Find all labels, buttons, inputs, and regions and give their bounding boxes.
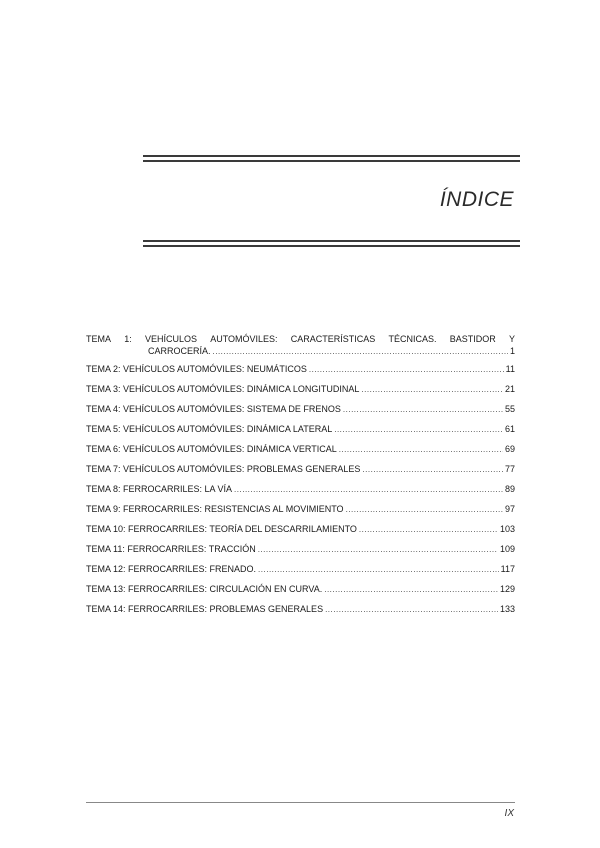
toc-entry-page: 69	[504, 444, 515, 454]
toc-entry[interactable]	[86, 403, 515, 415]
page-number: IX	[504, 808, 514, 819]
toc-leader-dots	[258, 544, 498, 556]
toc-entry-page: 117	[500, 564, 515, 574]
toc-entry-text: TEMA 5: VEHÍCULOS AUTOMÓVILES: DINÁMICA LATERAL	[86, 424, 333, 434]
toc-entry-text: TEMA 14: FERROCARRILES: PROBLEMAS GENERALES	[86, 604, 324, 614]
toc-entry-text: TEMA 13: FERROCARRILES: CIRCULACIÓN EN CURVA.	[86, 584, 323, 594]
toc-entry-text: TEMA 11: FERROCARRILES: TRACCIÓN	[86, 544, 256, 554]
toc-entry-text: TEMA 3: VEHÍCULOS AUTOMÓVILES: DINÁMICA LONGITUDINAL	[86, 384, 360, 394]
toc-leader-dots	[213, 346, 508, 358]
toc-entry[interactable]	[86, 603, 515, 615]
toc-word: TÉCNICAS.	[388, 334, 437, 344]
toc-entry-page: 1	[509, 346, 515, 356]
toc-entry-text: TEMA 6: VEHÍCULOS AUTOMÓVILES: DINÁMICA VERTICAL	[86, 444, 337, 454]
toc-entry[interactable]	[86, 583, 515, 595]
toc-entry[interactable]	[86, 463, 515, 475]
toc-entry-text: TEMA 2: VEHÍCULOS AUTOMÓVILES: NEUMÁTICOS	[86, 364, 307, 374]
toc-entry-first-line	[86, 333, 515, 345]
toc-word: TEMA	[86, 334, 112, 344]
toc-entry[interactable]	[86, 423, 515, 435]
toc-entry-text: TEMA 4: VEHÍCULOS AUTOMÓVILES: SISTEMA DE FRENOS	[86, 404, 341, 414]
bottom-rule-1	[143, 240, 520, 242]
toc-entry-text: TEMA 7: VEHÍCULOS AUTOMÓVILES: PROBLEMAS GENERALES	[86, 464, 361, 474]
toc-entry-page: 97	[504, 504, 515, 514]
toc-entry-text: TEMA 10: FERROCARRILES: TEORÍA DEL DESCARRILAMIENTO	[86, 524, 357, 534]
toc-entry[interactable]	[86, 503, 515, 515]
toc-word: BASTIDOR	[449, 334, 496, 344]
toc-entry-text: TEMA 9: FERROCARRILES: RESISTENCIAS AL MOVIMIENTO	[86, 504, 344, 514]
toc-entry-page: 133	[499, 604, 515, 614]
toc-entry-page: 61	[504, 424, 515, 434]
toc-entry[interactable]	[86, 363, 515, 375]
toc-entry-text: TEMA 8: FERROCARRILES: LA VÍA	[86, 484, 233, 494]
toc-word: Y	[508, 334, 515, 344]
toc-leader-dots	[325, 604, 498, 616]
toc-leader-dots	[346, 504, 503, 516]
toc-leader-dots	[309, 364, 504, 376]
top-rule-1	[143, 155, 520, 157]
toc-leader-dots	[334, 424, 503, 436]
toc-entry[interactable]	[86, 383, 515, 395]
toc-entry-text: CARROCERÍA.	[148, 346, 211, 356]
toc-entry-page: 103	[499, 524, 515, 534]
toc-entry-text: TEMA 12: FERROCARRILES: FRENADO.	[86, 564, 257, 574]
toc-word: CARACTERÍSTICAS	[290, 334, 376, 344]
toc-leader-dots	[343, 404, 503, 416]
toc-entry[interactable]	[86, 443, 515, 455]
footer-rule	[86, 802, 515, 803]
table-of-contents	[86, 333, 515, 623]
top-rule-2	[143, 160, 520, 162]
toc-entry[interactable]	[86, 563, 515, 575]
toc-entry-page: 77	[504, 464, 515, 474]
toc-entry-page: 89	[504, 484, 515, 494]
page-title: ÍNDICE	[439, 188, 514, 211]
toc-entry[interactable]	[86, 543, 515, 555]
toc-leader-dots	[361, 384, 503, 396]
toc-entry-continuation	[86, 345, 515, 357]
toc-entry[interactable]	[86, 333, 515, 357]
toc-entry-page: 21	[504, 384, 515, 394]
toc-leader-dots	[362, 464, 503, 476]
toc-entry-page: 11	[505, 364, 515, 374]
toc-word: 1:	[124, 334, 132, 344]
toc-leader-dots	[359, 524, 498, 536]
toc-word: AUTOMÓVILES:	[210, 334, 278, 344]
toc-word: VEHÍCULOS	[144, 334, 197, 344]
toc-entry[interactable]	[86, 523, 515, 535]
toc-entry[interactable]	[86, 483, 515, 495]
toc-leader-dots	[234, 484, 503, 496]
toc-entry-page: 109	[499, 544, 515, 554]
toc-leader-dots	[324, 584, 498, 596]
toc-entry-page: 129	[499, 584, 515, 594]
toc-leader-dots	[258, 564, 499, 576]
toc-entry-page: 55	[504, 404, 515, 414]
toc-leader-dots	[339, 444, 503, 456]
bottom-rule-2	[143, 245, 520, 247]
